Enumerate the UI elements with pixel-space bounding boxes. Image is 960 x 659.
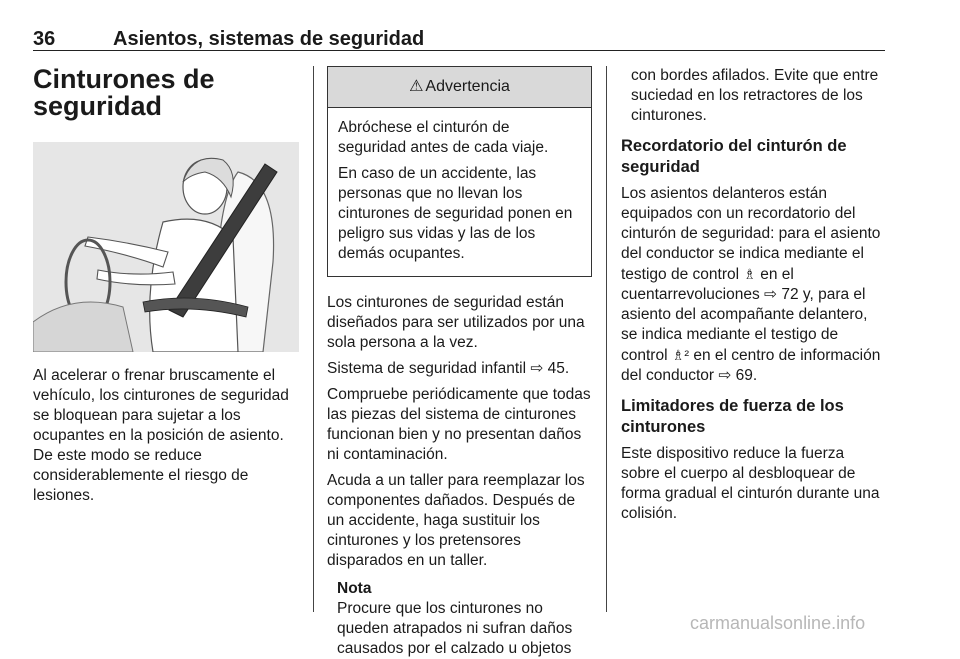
body-paragraph: Los cinturones de seguridad están diseñados para ser utilizados por una sola persona a la vez.: [327, 294, 585, 351]
intro-paragraph: Al acelerar o frenar bruscamente el vehículo, los cinturones de seguridad se bloquean para sujetar a los ocupantes en la posición de asiento. De este modo se reduce considerablemente el riesgo de lesiones.: [33, 367, 289, 504]
reminder-heading: Recordatorio del cinturón de seguridad: [621, 137, 847, 176]
warning-box: [327, 66, 592, 277]
note-continuation: con bordes afilados. Evite que entre suciedad en los retractores de los cinturones.: [631, 67, 879, 124]
note-title: Nota: [337, 580, 372, 597]
page-number: 36: [33, 28, 56, 50]
watermark: carmanualsonline.info: [690, 613, 866, 633]
warning-header: [328, 67, 591, 108]
section-title: Asientos, sistemas de seguridad: [113, 28, 425, 50]
seatbelt-illustration: [33, 142, 299, 352]
warning-body: [328, 108, 591, 276]
page-header: [33, 28, 885, 51]
warning-text: Abróchese el cinturón de seguridad antes de cada viaje.: [338, 119, 549, 156]
column-divider: [313, 66, 314, 612]
warning-title: Advertencia: [425, 78, 510, 95]
seatbelt-warning-icon: ♗: [743, 266, 756, 282]
limiters-heading: Limitadores de fuerza de los cinturones: [621, 397, 844, 436]
column-left: [33, 66, 299, 512]
limiters-paragraph: Este dispositivo reduce la fuerza sobre el cuerpo al desbloquear de forma gradual el cinturón durante una colisión.: [621, 445, 880, 522]
cross-reference-paragraph: Sistema de seguridad infantil ⇨ 45.: [327, 360, 570, 377]
chapter-heading: Cinturones de seguridad: [33, 64, 215, 121]
note-text: Procure que los cinturones no queden atrapados ni sufran daños causados por el calzado u objetos: [337, 600, 573, 657]
column-middle: [327, 66, 592, 659]
body-paragraph: Acuda a un taller para reemplazar los componentes dañados. Después de un accidente, haga sustituir los cinturones y los pretensores disparados en un taller.: [327, 472, 585, 569]
reminder-paragraph: Los asientos delanteros están equipados con un recordatorio del cinturón de seguridad: para el asiento del conductor se indica mediante el testigo de control ♗ en el cuentarrevoluciones ⇨ 72 y, para el asiento del acompañante delantero, se indica mediante el testigo de control ♗² en el centro de información del conductor ⇨ 69.: [621, 185, 881, 384]
column-right: [621, 66, 887, 530]
passenger-seatbelt-warning-icon: ♗²: [671, 347, 690, 363]
warning-text: En caso de un accidente, las personas que no llevan los cinturones de seguridad ponen en peligro sus vidas y las de los demás ocupantes.: [338, 165, 573, 262]
note-block: [337, 579, 592, 659]
warning-triangle-icon: ⚠: [409, 78, 424, 95]
column-divider: [606, 66, 607, 612]
body-paragraph: Compruebe periódicamente que todas las piezas del sistema de cinturones funcionan bien y no presentan daños ni contaminación.: [327, 386, 591, 463]
